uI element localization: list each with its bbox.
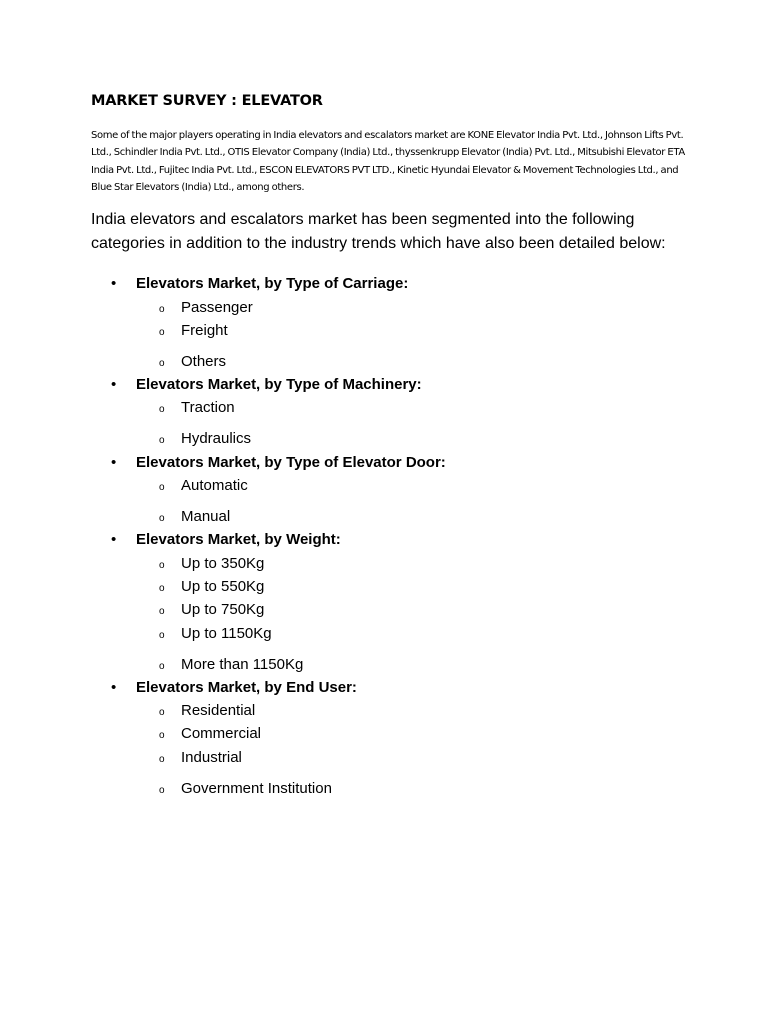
sub-marker: o bbox=[159, 785, 165, 796]
bullet-marker: • bbox=[111, 454, 117, 471]
list-item bbox=[159, 554, 265, 574]
sub-marker: o bbox=[159, 304, 165, 315]
sub-marker: o bbox=[159, 754, 165, 765]
list-item bbox=[159, 779, 332, 799]
category-label: Elevators Market, by Weight: bbox=[136, 531, 341, 548]
list-item-label: Government Institution bbox=[181, 780, 332, 797]
list-item-label: Up to 1150Kg bbox=[181, 625, 272, 642]
sub-marker: o bbox=[159, 606, 165, 617]
bullet-marker: • bbox=[111, 275, 117, 292]
bullet-marker: • bbox=[111, 679, 117, 696]
sub-marker: o bbox=[159, 661, 165, 672]
document-title: MARKET SURVEY : ELEVATOR bbox=[91, 93, 323, 109]
list-item-label: Others bbox=[181, 353, 227, 370]
sub-marker: o bbox=[159, 583, 165, 594]
sub-marker: o bbox=[159, 730, 165, 741]
category-label: Elevators Market, by Type of Carriage: bbox=[136, 275, 409, 292]
sub-marker: o bbox=[159, 435, 165, 446]
list-item bbox=[159, 352, 227, 372]
sub-marker: o bbox=[159, 482, 165, 493]
category-label: Elevators Market, by Type of Machinery: bbox=[136, 376, 422, 393]
list-item-label: Industrial bbox=[181, 749, 242, 766]
list-item bbox=[159, 748, 242, 768]
list-item-label: Up to 550Kg bbox=[181, 578, 265, 595]
list-item-label: Up to 350Kg bbox=[181, 555, 265, 572]
list-item bbox=[159, 298, 253, 318]
category-heading bbox=[111, 274, 409, 294]
list-item bbox=[159, 624, 272, 644]
category-heading bbox=[111, 453, 446, 473]
sub-marker: o bbox=[159, 358, 165, 369]
list-item bbox=[159, 600, 265, 620]
lead-paragraph: India elevators and escalators market has been segmented into the following categories in addition to the industry trends which have also been detailed below: bbox=[91, 211, 666, 252]
category-heading bbox=[111, 375, 422, 395]
list-item bbox=[159, 701, 256, 721]
category-label: Elevators Market, by End User: bbox=[136, 679, 357, 696]
list-item bbox=[159, 724, 262, 744]
list-item-label: Passenger bbox=[181, 299, 253, 316]
list-item-label: Traction bbox=[181, 399, 235, 416]
list-item bbox=[159, 655, 304, 675]
sub-marker: o bbox=[159, 327, 165, 338]
list-item-label: Manual bbox=[181, 508, 231, 525]
bullet-marker: • bbox=[111, 376, 117, 393]
list-item-label: Commercial bbox=[181, 725, 262, 742]
list-item bbox=[159, 429, 252, 449]
sub-marker: o bbox=[159, 560, 165, 571]
list-item-label: Freight bbox=[181, 322, 228, 339]
category-label: Elevators Market, by Type of Elevator Door: bbox=[136, 454, 446, 471]
sub-marker: o bbox=[159, 630, 165, 641]
intro-paragraph: Some of the major players operating in India elevators and escalators market are KONE Elevator India Pvt. Ltd., Johnson Lifts Pvt. Ltd., Schindler India Pvt. Ltd., OTIS Elevator Company (India) Ltd., thyssenkrupp Elevator (India) Pvt. Ltd., Mitsubishi Elevator ETA India Pvt. Ltd., Fujitec India Pvt. Ltd., ESCON ELEVATORS PVT LTD., Kinetic Hyundai Elevator & Movement Technologies Ltd., and Blue Star Elevators (India) Ltd., among others. bbox=[91, 130, 685, 193]
list-item-label: Up to 750Kg bbox=[181, 601, 265, 618]
list-item-label: More than 1150Kg bbox=[181, 656, 304, 673]
list-item bbox=[159, 398, 235, 418]
list-item-label: Hydraulics bbox=[181, 430, 252, 447]
category-heading bbox=[111, 678, 357, 698]
list-item-label: Residential bbox=[181, 702, 256, 719]
sub-marker: o bbox=[159, 404, 165, 415]
category-heading bbox=[111, 530, 341, 550]
list-item bbox=[159, 476, 248, 496]
list-item bbox=[159, 321, 228, 341]
list-item-label: Automatic bbox=[181, 477, 248, 494]
bullet-marker: • bbox=[111, 531, 117, 548]
list-item bbox=[159, 577, 265, 597]
sub-marker: o bbox=[159, 513, 165, 524]
list-item bbox=[159, 507, 231, 527]
sub-marker: o bbox=[159, 707, 165, 718]
